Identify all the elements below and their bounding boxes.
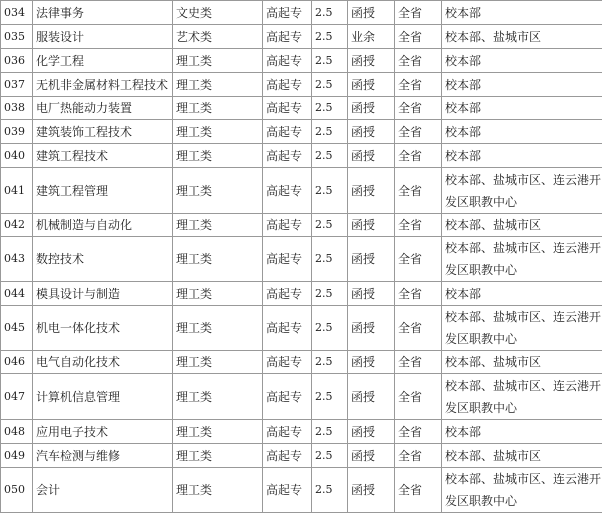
region-cell: 全省: [395, 237, 442, 282]
code-cell: 034: [1, 1, 33, 25]
region-cell: 全省: [395, 120, 442, 144]
category-cell: 艺术类: [173, 25, 263, 49]
mode-cell: 函授: [348, 168, 395, 214]
years-cell: 2.5: [312, 351, 348, 374]
code-cell: 050: [1, 468, 33, 513]
site-cell: 校本部: [442, 120, 602, 144]
level-cell: 高起专: [263, 49, 312, 73]
region-cell: 全省: [395, 306, 442, 351]
level-cell: 高起专: [263, 374, 312, 420]
major-cell: 机电一体化技术: [33, 306, 173, 351]
site-cell: 校本部、盐城市区、连云港开发区职教中心: [442, 306, 602, 351]
table-row: [1, 73, 602, 97]
site-cell: 校本部、盐城市区、连云港开发区职教中心: [442, 237, 602, 282]
category-cell: 理工类: [173, 49, 263, 73]
level-cell: 高起专: [263, 144, 312, 168]
major-cell: 建筑工程管理: [33, 168, 173, 214]
mode-cell: 函授: [348, 1, 395, 25]
code-cell: 041: [1, 168, 33, 214]
mode-cell: 函授: [348, 237, 395, 282]
code-cell: 038: [1, 97, 33, 120]
mode-cell: 函授: [348, 420, 395, 444]
level-cell: 高起专: [263, 351, 312, 374]
major-cell: 无机非金属材料工程技术: [33, 73, 173, 97]
years-cell: 2.5: [312, 168, 348, 214]
region-cell: 全省: [395, 468, 442, 513]
level-cell: 高起专: [263, 444, 312, 468]
category-cell: 理工类: [173, 97, 263, 120]
major-cell: 会计: [33, 468, 173, 513]
category-cell: 理工类: [173, 237, 263, 282]
code-cell: 036: [1, 49, 33, 73]
region-cell: 全省: [395, 444, 442, 468]
years-cell: 2.5: [312, 73, 348, 97]
region-cell: 全省: [395, 49, 442, 73]
table-row: [1, 97, 602, 120]
level-cell: 高起专: [263, 120, 312, 144]
code-cell: 048: [1, 420, 33, 444]
code-cell: 049: [1, 444, 33, 468]
major-cell: 数控技术: [33, 237, 173, 282]
code-cell: 039: [1, 120, 33, 144]
table-row: [1, 351, 602, 374]
code-cell: 043: [1, 237, 33, 282]
site-cell: 校本部: [442, 73, 602, 97]
major-cell: 化学工程: [33, 49, 173, 73]
code-cell: 045: [1, 306, 33, 351]
code-cell: 035: [1, 25, 33, 49]
category-cell: 理工类: [173, 420, 263, 444]
code-cell: 047: [1, 374, 33, 420]
region-cell: 全省: [395, 144, 442, 168]
site-cell: 校本部: [442, 144, 602, 168]
category-cell: 理工类: [173, 374, 263, 420]
site-cell: 校本部、盐城市区、连云港开发区职教中心: [442, 468, 602, 513]
major-cell: 计算机信息管理: [33, 374, 173, 420]
category-cell: 理工类: [173, 168, 263, 214]
category-cell: 理工类: [173, 282, 263, 306]
table-row: [1, 120, 602, 144]
category-cell: 理工类: [173, 144, 263, 168]
site-cell: 校本部: [442, 282, 602, 306]
region-cell: 全省: [395, 73, 442, 97]
table-row: [1, 237, 602, 282]
region-cell: 全省: [395, 420, 442, 444]
mode-cell: 函授: [348, 144, 395, 168]
region-cell: 全省: [395, 25, 442, 49]
site-cell: 校本部: [442, 97, 602, 120]
major-cell: 建筑装饰工程技术: [33, 120, 173, 144]
major-cell: 法律事务: [33, 1, 173, 25]
region-cell: 全省: [395, 1, 442, 25]
table-row: [1, 306, 602, 351]
mode-cell: 函授: [348, 120, 395, 144]
years-cell: 2.5: [312, 306, 348, 351]
region-cell: 全省: [395, 282, 442, 306]
mode-cell: 函授: [348, 73, 395, 97]
table-row: [1, 25, 602, 49]
table-row: [1, 214, 602, 237]
category-cell: 理工类: [173, 306, 263, 351]
mode-cell: 业余: [348, 25, 395, 49]
category-cell: 理工类: [173, 214, 263, 237]
code-cell: 046: [1, 351, 33, 374]
table-row: [1, 49, 602, 73]
major-cell: 应用电子技术: [33, 420, 173, 444]
table-row: [1, 1, 602, 25]
level-cell: 高起专: [263, 25, 312, 49]
years-cell: 2.5: [312, 420, 348, 444]
major-cell: 电气自动化技术: [33, 351, 173, 374]
years-cell: 2.5: [312, 237, 348, 282]
level-cell: 高起专: [263, 97, 312, 120]
category-cell: 理工类: [173, 468, 263, 513]
code-cell: 040: [1, 144, 33, 168]
years-cell: 2.5: [312, 1, 348, 25]
mode-cell: 函授: [348, 282, 395, 306]
region-cell: 全省: [395, 351, 442, 374]
table-row: [1, 144, 602, 168]
table-row: [1, 168, 602, 214]
years-cell: 2.5: [312, 144, 348, 168]
years-cell: 2.5: [312, 49, 348, 73]
region-cell: 全省: [395, 214, 442, 237]
site-cell: 校本部: [442, 420, 602, 444]
level-cell: 高起专: [263, 168, 312, 214]
years-cell: 2.5: [312, 282, 348, 306]
region-cell: 全省: [395, 97, 442, 120]
major-cell: 模具设计与制造: [33, 282, 173, 306]
table-row: [1, 282, 602, 306]
mode-cell: 函授: [348, 97, 395, 120]
major-cell: 服装设计: [33, 25, 173, 49]
years-cell: 2.5: [312, 444, 348, 468]
category-cell: 文史类: [173, 1, 263, 25]
major-cell: 建筑工程技术: [33, 144, 173, 168]
major-cell: 电厂热能动力装置: [33, 97, 173, 120]
mode-cell: 函授: [348, 306, 395, 351]
site-cell: 校本部: [442, 49, 602, 73]
years-cell: 2.5: [312, 214, 348, 237]
table-row: [1, 374, 602, 420]
table-row: [1, 444, 602, 468]
level-cell: 高起专: [263, 468, 312, 513]
table-row: [1, 420, 602, 444]
level-cell: 高起专: [263, 1, 312, 25]
site-cell: 校本部: [442, 1, 602, 25]
region-cell: 全省: [395, 168, 442, 214]
region-cell: 全省: [395, 374, 442, 420]
site-cell: 校本部、盐城市区: [442, 214, 602, 237]
table-row: [1, 468, 602, 513]
mode-cell: 函授: [348, 351, 395, 374]
site-cell: 校本部、盐城市区、连云港开发区职教中心: [442, 168, 602, 214]
site-cell: 校本部、盐城市区: [442, 444, 602, 468]
category-cell: 理工类: [173, 351, 263, 374]
site-cell: 校本部、盐城市区: [442, 25, 602, 49]
years-cell: 2.5: [312, 25, 348, 49]
level-cell: 高起专: [263, 420, 312, 444]
years-cell: 2.5: [312, 97, 348, 120]
level-cell: 高起专: [263, 73, 312, 97]
category-cell: 理工类: [173, 73, 263, 97]
level-cell: 高起专: [263, 282, 312, 306]
category-cell: 理工类: [173, 444, 263, 468]
level-cell: 高起专: [263, 237, 312, 282]
mode-cell: 函授: [348, 214, 395, 237]
mode-cell: 函授: [348, 49, 395, 73]
mode-cell: 函授: [348, 374, 395, 420]
code-cell: 037: [1, 73, 33, 97]
major-cell: 机械制造与自动化: [33, 214, 173, 237]
years-cell: 2.5: [312, 120, 348, 144]
site-cell: 校本部、盐城市区: [442, 351, 602, 374]
years-cell: 2.5: [312, 468, 348, 513]
mode-cell: 函授: [348, 444, 395, 468]
mode-cell: 函授: [348, 468, 395, 513]
level-cell: 高起专: [263, 214, 312, 237]
major-cell: 汽车检测与维修: [33, 444, 173, 468]
code-cell: 042: [1, 214, 33, 237]
category-cell: 理工类: [173, 120, 263, 144]
level-cell: 高起专: [263, 306, 312, 351]
years-cell: 2.5: [312, 374, 348, 420]
site-cell: 校本部、盐城市区、连云港开发区职教中心: [442, 374, 602, 420]
code-cell: 044: [1, 282, 33, 306]
